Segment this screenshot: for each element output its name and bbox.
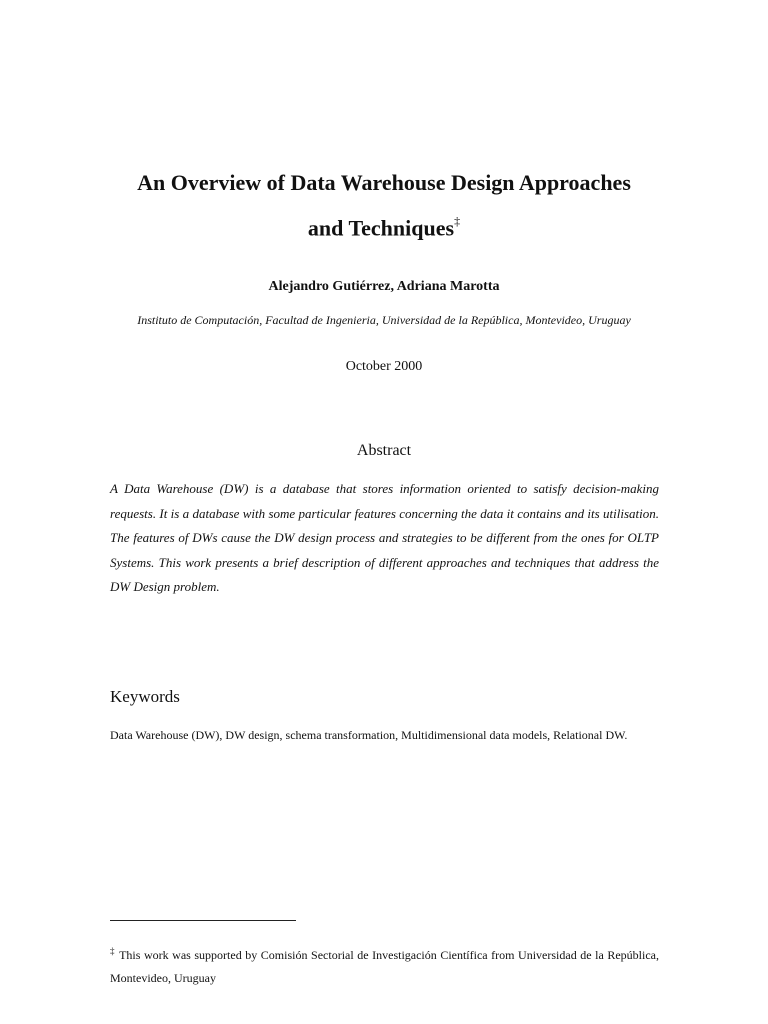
authors: Alejandro Gutiérrez, Adriana Marotta [268, 279, 500, 294]
keywords-text: Data Warehouse (DW), DW design, schema transformation, Multidimensional data models, Relational DW. [110, 728, 628, 742]
abstract-text: A Data Warehouse (DW) is a database that stores information oriented to satisfy decision-making requests. It is a database with some particular features concerning the data it contains and its utilisation. The features of DWs cause the DW design process and strategies to be different from the ones for OLTP Systems. This work presents a brief description of different approaches and techniques that address the DW Design problem. [110, 481, 659, 594]
keywords-heading: Keywords [110, 687, 180, 706]
paper-title-line-2 [0, 203, 768, 248]
publication-date: October 2000 [345, 359, 423, 374]
footnote-text: This work was supported by Comisión Sectorial de Investigación Científica from Universidad de la República, Montevideo, Uruguay [110, 948, 660, 985]
title-footnote-mark: ‡ [454, 214, 461, 228]
paper-title-line-1: An Overview of Data Warehouse Design Approaches [137, 170, 631, 195]
footnote-divider [110, 920, 296, 921]
affiliation: Instituto de Computación, Facultad de Ingenieria, Universidad de la República, Montevideo, Uruguay [137, 313, 631, 327]
footnote-mark: ‡ [110, 946, 116, 956]
paper-title-text: and Techniques [307, 215, 455, 241]
abstract-heading: Abstract [356, 442, 412, 459]
footnote [110, 940, 659, 990]
